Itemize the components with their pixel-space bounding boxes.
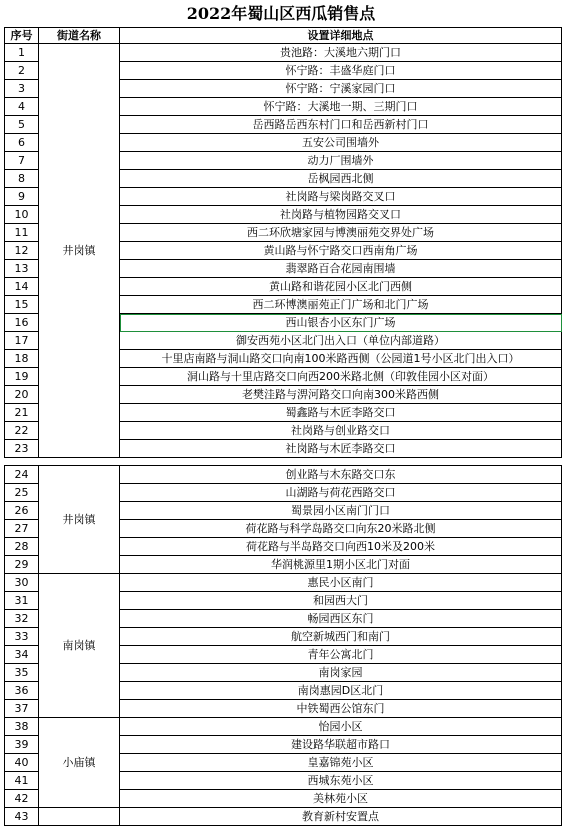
address-cell[interactable]: 西二环欣塘家园与博澳丽苑交界处广场 (120, 224, 562, 242)
row-number-cell[interactable]: 6 (5, 134, 39, 152)
row-number-cell[interactable]: 42 (5, 790, 39, 808)
row-number-cell[interactable]: 7 (5, 152, 39, 170)
row-number-cell[interactable]: 39 (5, 736, 39, 754)
row-number-cell[interactable]: 27 (5, 520, 39, 538)
header-row (5, 28, 562, 44)
sales-table-part1 (4, 27, 562, 458)
address-cell[interactable]: 航空新城西门和南门 (120, 628, 562, 646)
address-cell[interactable]: 动力厂围墙外 (120, 152, 562, 170)
row-number-cell[interactable]: 22 (5, 422, 39, 440)
row-number-cell[interactable]: 13 (5, 260, 39, 278)
address-cell[interactable]: 社岗路与植物园路交叉口 (120, 206, 562, 224)
address-cell[interactable]: 五安公司围墙外 (120, 134, 562, 152)
row-number-cell[interactable]: 38 (5, 718, 39, 736)
row-number-cell[interactable]: 11 (5, 224, 39, 242)
row-number-cell[interactable]: 5 (5, 116, 39, 134)
row-number-cell[interactable]: 3 (5, 80, 39, 98)
address-cell[interactable]: 南岗家园 (120, 664, 562, 682)
row-number-cell[interactable]: 21 (5, 404, 39, 422)
table-row (5, 574, 562, 592)
row-number-cell[interactable]: 12 (5, 242, 39, 260)
row-number-cell[interactable]: 34 (5, 646, 39, 664)
street-name-cell[interactable]: 南岗镇 (39, 574, 120, 718)
address-cell[interactable]: 教育新村安置点 (120, 808, 562, 826)
address-cell[interactable]: 西山银杏小区东门广场 (120, 314, 562, 332)
address-cell[interactable]: 南岗惠园D区北门 (120, 682, 562, 700)
address-cell[interactable]: 社岗路与创业路交口 (120, 422, 562, 440)
address-cell[interactable]: 美林苑小区 (120, 790, 562, 808)
address-cell[interactable]: 西城东苑小区 (120, 772, 562, 790)
address-cell[interactable]: 社岗路与梁岗路交叉口 (120, 188, 562, 206)
page-title: 2022年蜀山区西瓜销售点 (186, 4, 376, 23)
address-cell[interactable]: 洞山路与十里店路交口向西200米路北侧（印敦佳园小区对面） (120, 368, 562, 386)
address-cell[interactable]: 贵池路：大溪地六期门口 (120, 44, 562, 62)
address-cell[interactable]: 十里店南路与洞山路交口向南100米路西侧（公园道1号小区北门出入口） (120, 350, 562, 368)
sales-table-part2 (4, 465, 562, 826)
address-cell[interactable]: 岳枫园西北侧 (120, 170, 562, 188)
table-row (5, 44, 562, 62)
row-number-cell[interactable]: 15 (5, 296, 39, 314)
address-cell[interactable]: 翡翠路百合花园南围墙 (120, 260, 562, 278)
address-cell[interactable]: 西二环博澳丽苑正门广场和北门广场 (120, 296, 562, 314)
address-cell[interactable]: 山湖路与荷花西路交口 (120, 484, 562, 502)
address-cell[interactable]: 青年公寓北门 (120, 646, 562, 664)
address-cell[interactable]: 怀宁路：大溪地一期、三期门口 (120, 98, 562, 116)
address-cell[interactable]: 老樊洼路与淠河路交口向南300米路西侧 (120, 386, 562, 404)
row-number-cell[interactable]: 37 (5, 700, 39, 718)
address-cell[interactable]: 和园西大门 (120, 592, 562, 610)
row-number-cell[interactable]: 40 (5, 754, 39, 772)
table-row (5, 808, 562, 826)
row-number-cell[interactable]: 18 (5, 350, 39, 368)
row-number-cell[interactable]: 16 (5, 314, 39, 332)
row-number-cell[interactable]: 41 (5, 772, 39, 790)
address-cell[interactable]: 岳西路岳西东村门口和岳西新村门口 (120, 116, 562, 134)
row-number-cell[interactable]: 19 (5, 368, 39, 386)
row-number-cell[interactable]: 8 (5, 170, 39, 188)
table-row (5, 466, 562, 484)
row-number-cell[interactable]: 17 (5, 332, 39, 350)
address-cell[interactable]: 社岗路与木匠李路交口 (120, 440, 562, 458)
row-number-cell[interactable]: 28 (5, 538, 39, 556)
street-name-cell[interactable]: 井岗镇 (39, 466, 120, 574)
address-cell[interactable]: 蜀鑫路与木匠李路交口 (120, 404, 562, 422)
row-number-cell[interactable]: 2 (5, 62, 39, 80)
header-address[interactable]: 设置详细地点 (120, 28, 562, 44)
address-cell[interactable]: 荷花路与半岛路交口向西10米及200米 (120, 538, 562, 556)
row-number-cell[interactable]: 35 (5, 664, 39, 682)
address-cell[interactable]: 蜀景园小区南门门口 (120, 502, 562, 520)
address-cell[interactable]: 中铁蜀西公馆东门 (120, 700, 562, 718)
row-number-cell[interactable]: 10 (5, 206, 39, 224)
row-number-cell[interactable]: 1 (5, 44, 39, 62)
row-number-cell[interactable]: 32 (5, 610, 39, 628)
address-cell[interactable]: 惠民小区南门 (120, 574, 562, 592)
address-cell[interactable]: 创业路与木东路交口东 (120, 466, 562, 484)
street-name-cell[interactable] (39, 808, 120, 826)
address-cell[interactable]: 畅园西区东门 (120, 610, 562, 628)
header-no[interactable]: 序号 (5, 28, 39, 44)
row-number-cell[interactable]: 29 (5, 556, 39, 574)
address-cell[interactable]: 建设路华联超市路口 (120, 736, 562, 754)
row-number-cell[interactable]: 9 (5, 188, 39, 206)
address-cell[interactable]: 荷花路与科学岛路交口向东20米路北侧 (120, 520, 562, 538)
row-number-cell[interactable]: 20 (5, 386, 39, 404)
row-number-cell[interactable]: 31 (5, 592, 39, 610)
address-cell[interactable]: 怡园小区 (120, 718, 562, 736)
address-cell[interactable]: 怀宁路：丰盛华庭门口 (120, 62, 562, 80)
row-number-cell[interactable]: 43 (5, 808, 39, 826)
row-number-cell[interactable]: 14 (5, 278, 39, 296)
row-number-cell[interactable]: 25 (5, 484, 39, 502)
row-number-cell[interactable]: 36 (5, 682, 39, 700)
row-number-cell[interactable]: 4 (5, 98, 39, 116)
row-number-cell[interactable]: 24 (5, 466, 39, 484)
address-cell[interactable]: 御安西苑小区北门出入口（单位内部道路） (120, 332, 562, 350)
row-number-cell[interactable]: 23 (5, 440, 39, 458)
row-number-cell[interactable]: 26 (5, 502, 39, 520)
row-number-cell[interactable]: 30 (5, 574, 39, 592)
address-cell[interactable]: 黄山路和谐花园小区北门西侧 (120, 278, 562, 296)
address-cell[interactable]: 皇嘉锦苑小区 (120, 754, 562, 772)
table-row (5, 718, 562, 736)
address-cell[interactable]: 怀宁路：宁溪家园门口 (120, 80, 562, 98)
row-number-cell[interactable]: 33 (5, 628, 39, 646)
address-cell[interactable]: 华润桃源里1期小区北门对面 (120, 556, 562, 574)
address-cell[interactable]: 黄山路与怀宁路交口西南角广场 (120, 242, 562, 260)
street-name-cell[interactable]: 井岗镇 (39, 44, 120, 458)
header-street[interactable]: 街道名称 (39, 28, 120, 44)
street-name-cell[interactable]: 小庙镇 (39, 718, 120, 808)
